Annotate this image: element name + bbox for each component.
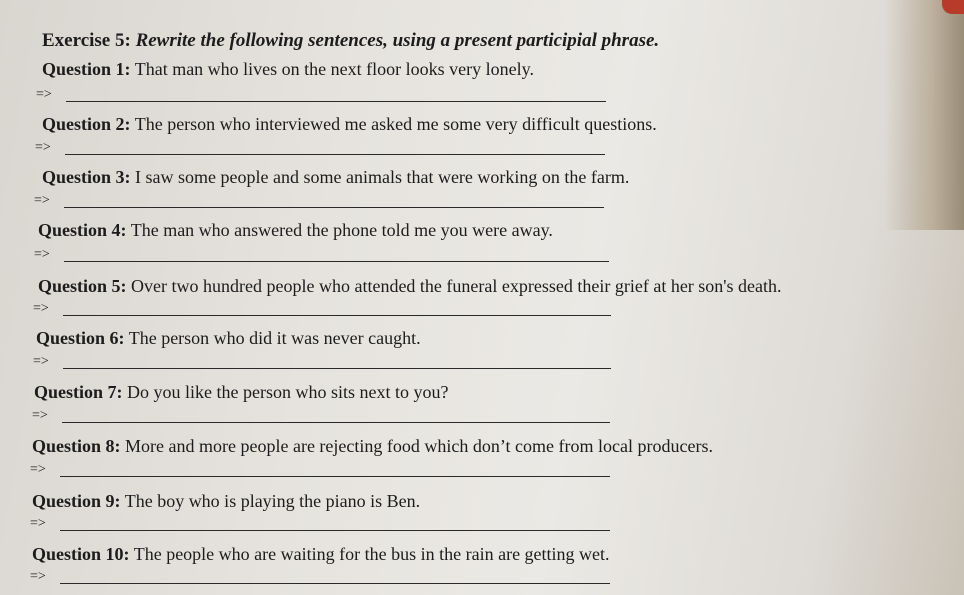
question-10 bbox=[32, 544, 610, 565]
answer-arrow: => bbox=[30, 516, 46, 531]
answer-arrow: => bbox=[33, 354, 49, 369]
answer-arrow: => bbox=[34, 247, 50, 262]
answer-blank-line[interactable] bbox=[66, 101, 606, 102]
question-text: I saw some people and some animals that were working on the farm. bbox=[135, 167, 630, 187]
answer-row-5 bbox=[33, 301, 49, 317]
exercise-instruction: Rewrite the following sentences, using a present participial phrase. bbox=[135, 30, 660, 51]
question-8 bbox=[32, 436, 713, 457]
exercise-label: Exercise 5: bbox=[42, 30, 131, 51]
answer-blank-line[interactable] bbox=[60, 476, 610, 477]
question-6 bbox=[36, 328, 421, 349]
answer-row-7 bbox=[32, 408, 48, 424]
photo-edge-shadow bbox=[884, 0, 964, 230]
question-label: Question 8: bbox=[32, 436, 121, 456]
question-text: Do you like the person who sits next to you? bbox=[127, 382, 449, 402]
photo-edge-red-object bbox=[942, 0, 964, 14]
question-text: More and more people are rejecting food which don’t come from local producers. bbox=[125, 436, 713, 456]
answer-row-1 bbox=[36, 87, 52, 103]
question-text: Over two hundred people who attended the funeral expressed their grief at her son's death. bbox=[131, 276, 782, 296]
answer-blank-line[interactable] bbox=[65, 154, 605, 155]
question-label: Question 1: bbox=[42, 59, 131, 79]
answer-blank-line[interactable] bbox=[60, 583, 610, 584]
exercise-title bbox=[42, 30, 659, 52]
answer-row-2 bbox=[35, 140, 51, 156]
answer-arrow: => bbox=[30, 569, 46, 584]
question-label: Question 5: bbox=[38, 276, 127, 296]
question-5 bbox=[38, 276, 782, 297]
answer-arrow: => bbox=[33, 301, 49, 316]
question-text: The man who answered the phone told me you were away. bbox=[130, 220, 553, 240]
question-3 bbox=[42, 167, 629, 188]
question-text: The people who are waiting for the bus in the rain are getting wet. bbox=[133, 544, 610, 564]
answer-blank-line[interactable] bbox=[60, 530, 610, 531]
question-label: Question 9: bbox=[32, 491, 121, 511]
question-label: Question 4: bbox=[38, 220, 127, 240]
answer-arrow: => bbox=[36, 87, 52, 102]
answer-row-9 bbox=[30, 516, 46, 532]
question-text: The boy who is playing the piano is Ben. bbox=[124, 491, 421, 511]
answer-row-10 bbox=[30, 569, 46, 585]
answer-arrow: => bbox=[35, 140, 51, 155]
question-1 bbox=[42, 59, 534, 80]
answer-arrow: => bbox=[32, 408, 48, 423]
answer-row-4 bbox=[34, 247, 50, 263]
question-label: Question 7: bbox=[34, 382, 123, 402]
answer-blank-line[interactable] bbox=[63, 315, 611, 316]
question-2 bbox=[42, 114, 657, 135]
question-7 bbox=[34, 382, 448, 403]
answer-arrow: => bbox=[30, 462, 46, 477]
question-text: That man who lives on the next floor looks very lonely. bbox=[134, 59, 534, 79]
answer-blank-line[interactable] bbox=[63, 368, 611, 369]
question-label: Question 3: bbox=[42, 167, 131, 187]
question-4 bbox=[38, 220, 553, 241]
question-text: The person who interviewed me asked me some very difficult questions. bbox=[134, 114, 657, 134]
question-9 bbox=[32, 491, 420, 512]
answer-row-8 bbox=[30, 462, 46, 478]
answer-row-3 bbox=[34, 193, 50, 209]
question-text: The person who did it was never caught. bbox=[128, 328, 421, 348]
question-label: Question 2: bbox=[42, 114, 131, 134]
answer-blank-line[interactable] bbox=[64, 261, 609, 262]
answer-blank-line[interactable] bbox=[64, 207, 604, 208]
question-label: Question 10: bbox=[32, 544, 130, 564]
answer-blank-line[interactable] bbox=[62, 422, 610, 423]
question-label: Question 6: bbox=[36, 328, 125, 348]
answer-row-6 bbox=[33, 354, 49, 370]
answer-arrow: => bbox=[34, 193, 50, 208]
